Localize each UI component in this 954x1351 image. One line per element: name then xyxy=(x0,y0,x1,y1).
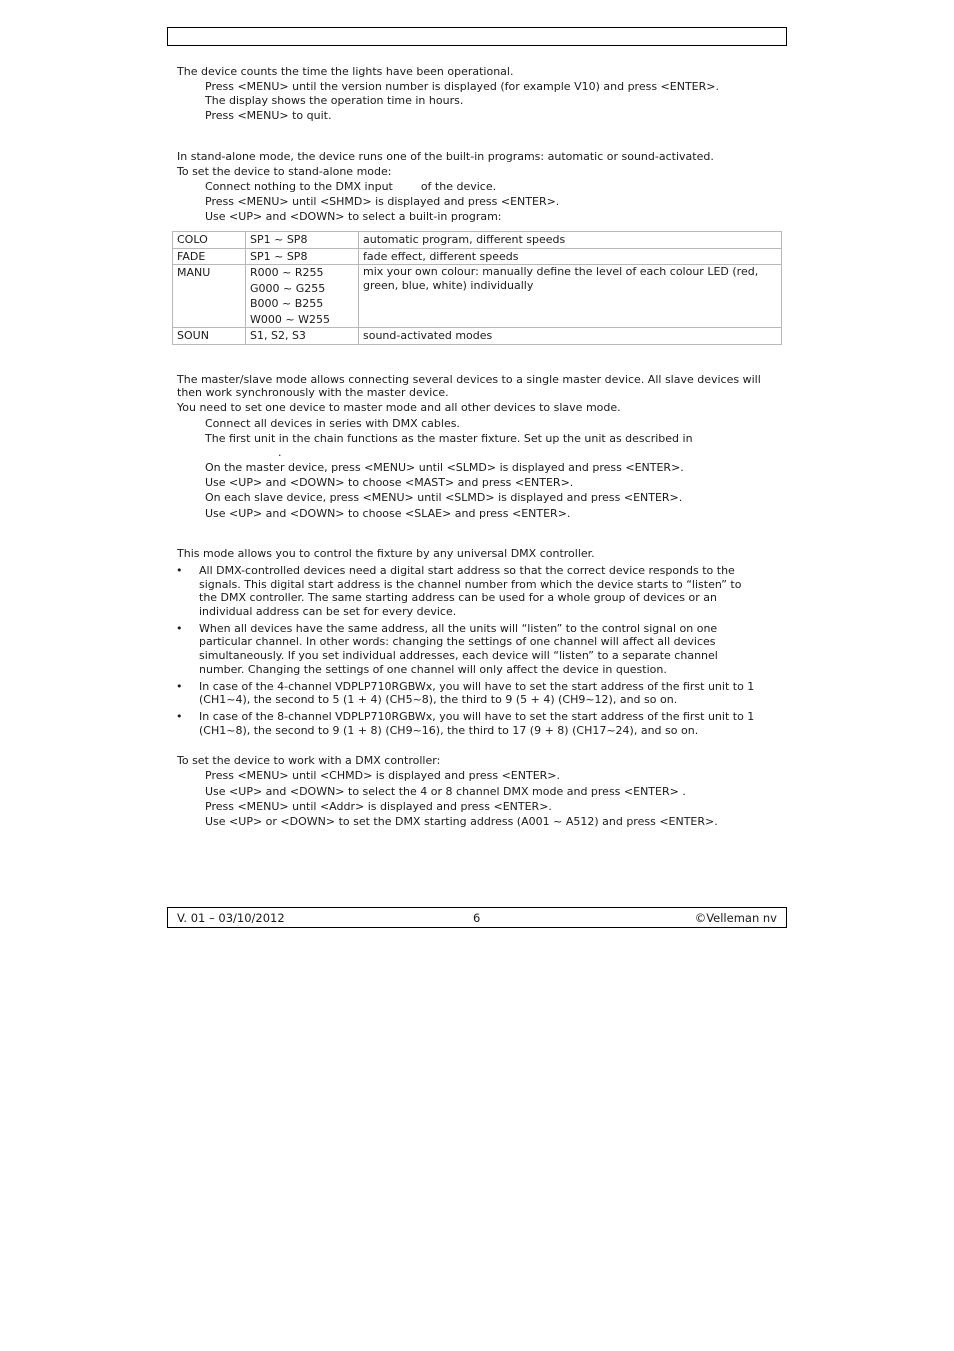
mode-cell: FADE xyxy=(173,248,246,265)
range-value: B000 ~ B255 xyxy=(250,297,324,310)
bullet-line: When all devices have the same address, all the units will “listen” to the control signal on one xyxy=(199,622,718,635)
sec1-step: Press <MENU> to quit. xyxy=(205,109,332,122)
range-cell xyxy=(246,265,359,328)
sec1-intro: The device counts the time the lights have been operational. xyxy=(177,65,514,78)
table-row xyxy=(173,248,782,265)
bullet-line: (CH1~8), the second to 9 (1 + 8) (CH9~16), the third to 17 (9 + 8) (CH17~24), and so on. xyxy=(199,724,699,737)
footer-copyright: ©Velleman nv xyxy=(694,911,777,925)
range-value: R000 ~ R255 xyxy=(250,266,324,279)
desc-cell: fade effect, different speeds xyxy=(359,248,782,265)
range-value: G000 ~ G255 xyxy=(250,281,326,295)
table-row xyxy=(173,265,782,328)
range-cell xyxy=(246,248,359,265)
range-value: SP1 ~ SP8 xyxy=(250,249,308,263)
desc-cell: mix your own colour: manually define the level of each colour LED (red, green, blue, white) individually xyxy=(359,265,782,328)
bullet-line: In case of the 4-channel VDPLP710RGBWx, you will have to set the start address of the first unit to 1 xyxy=(199,680,755,693)
bullet-line: number. Changing the settings of one channel will only affect the device in question. xyxy=(199,663,667,676)
bullet-line: particular channel. In other words: changing the settings of one channel will affect all devices xyxy=(199,635,716,648)
sec3-step: Use <UP> and <DOWN> to choose <MAST> and press <ENTER>. xyxy=(205,476,574,489)
desc-cell: sound-activated modes xyxy=(359,328,782,345)
bullet-line: In case of the 8-channel VDPLP710RGBWx, you will have to set the start address of the first unit to 1 xyxy=(199,710,755,723)
sec2-intro: In stand-alone mode, the device runs one of the built-in programs: automatic or sound-activated. xyxy=(177,150,714,163)
bullet-line: simultaneously. If you set individual addresses, each device will “listen” to a separate channel xyxy=(199,649,718,662)
header-box xyxy=(167,27,787,46)
sec2-lead: To set the device to stand-alone mode: xyxy=(177,165,392,178)
range-cell xyxy=(246,328,359,345)
table-row xyxy=(173,232,782,249)
sec3-intro: then work synchronously with the master device. xyxy=(177,386,449,399)
footer-page-number: 6 xyxy=(473,911,481,925)
sec2-step: Use <UP> and <DOWN> to select a built-in program: xyxy=(205,210,502,223)
bullet-line: individual address can be set for every device. xyxy=(199,605,457,618)
mode-cell: SOUN xyxy=(173,328,246,345)
bullet-line: the DMX controller. The same starting address can be used for a whole group of devices or an xyxy=(199,591,717,604)
desc-cell: automatic program, different speeds xyxy=(359,232,782,249)
bullet-icon: • xyxy=(176,710,183,723)
range-value: S1, S2, S3 xyxy=(250,329,306,342)
sec3-lead: You need to set one device to master mode and all other devices to slave mode. xyxy=(177,401,621,414)
sec3-step: Use <UP> and <DOWN> to choose <SLAE> and press <ENTER>. xyxy=(205,507,571,520)
sec3-step: On each slave device, press <MENU> until <SLMD> is displayed and press <ENTER>. xyxy=(205,491,683,504)
range-value: SP1 ~ SP8 xyxy=(250,233,308,246)
bullet-icon: • xyxy=(176,564,183,577)
bullet-line: signals. This digital start address is the channel number from which the device starts to “listen” to xyxy=(199,578,742,591)
page-footer xyxy=(167,907,787,928)
table-row xyxy=(173,328,782,345)
sec4-step: Use <UP> or <DOWN> to set the DMX starting address (A001 ~ A512) and press <ENTER>. xyxy=(205,815,718,828)
sec4-lead: To set the device to work with a DMX controller: xyxy=(177,754,441,767)
sec3-step: The first unit in the chain functions as the master fixture. Set up the unit as described in xyxy=(205,432,693,445)
sec2-step: Connect nothing to the DMX input of the device. xyxy=(205,180,497,193)
bullet-line: (CH1~4), the second to 5 (1 + 4) (CH5~8), the third to 9 (5 + 4) (CH9~12), and so on. xyxy=(199,693,678,706)
sec3-step: . xyxy=(278,446,282,459)
sec4-intro: This mode allows you to control the fixture by any universal DMX controller. xyxy=(177,547,595,560)
sec2-step: Press <MENU> until <SHMD> is displayed and press <ENTER>. xyxy=(205,195,560,208)
program-table xyxy=(172,231,782,345)
mode-cell: COLO xyxy=(173,232,246,249)
range-cell xyxy=(246,232,359,249)
range-value: W000 ~ W255 xyxy=(250,312,330,326)
bullet-icon: • xyxy=(176,622,183,635)
sec1-step: The display shows the operation time in hours. xyxy=(205,94,464,107)
mode-cell: MANU xyxy=(173,265,246,328)
footer-version: V. 01 – 03/10/2012 xyxy=(177,911,285,925)
sec1-step: Press <MENU> until the version number is displayed (for example V10) and press <ENTER>. xyxy=(205,80,719,93)
sec3-step: On the master device, press <MENU> until <SLMD> is displayed and press <ENTER>. xyxy=(205,461,684,474)
sec3-step: Connect all devices in series with DMX cables. xyxy=(205,417,460,430)
sec4-step: Use <UP> and <DOWN> to select the 4 or 8 channel DMX mode and press <ENTER> . xyxy=(205,785,686,798)
sec4-step: Press <MENU> until <Addr> is displayed and press <ENTER>. xyxy=(205,800,552,813)
sec3-intro: The master/slave mode allows connecting several devices to a single master device. All slave devices will xyxy=(177,373,761,386)
bullet-icon: • xyxy=(176,680,183,693)
sec4-step: Press <MENU> until <CHMD> is displayed and press <ENTER>. xyxy=(205,769,560,782)
bullet-line: All DMX-controlled devices need a digital start address so that the correct device responds to the xyxy=(199,564,735,577)
